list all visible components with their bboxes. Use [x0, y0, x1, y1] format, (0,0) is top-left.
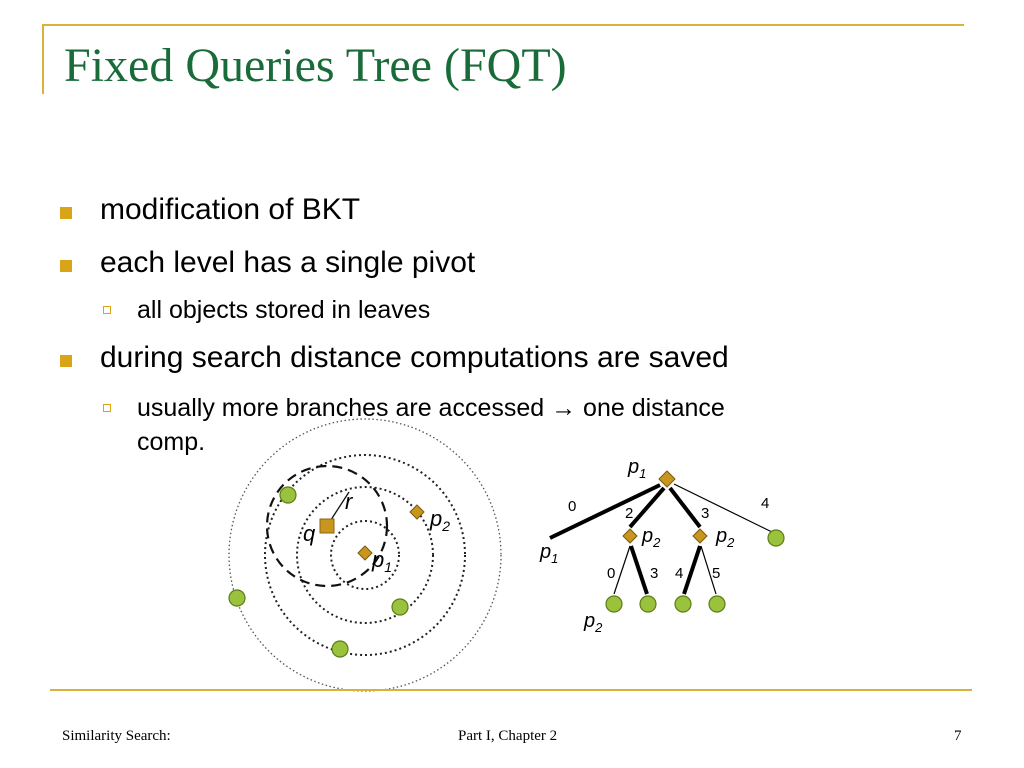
edge-label-4: 4 [675, 565, 684, 582]
label-q: q [303, 521, 316, 546]
frame-bottom-line [50, 689, 972, 691]
tree-edge [684, 546, 700, 594]
tree-leaf-object [640, 596, 656, 612]
object-point [392, 599, 408, 615]
bullet-3-text: during search distance computations are saved [100, 341, 729, 374]
fqt-tree [539, 456, 784, 635]
pivot-p1-icon [358, 546, 372, 560]
tree-leaf-object [606, 596, 622, 612]
tree-edge [670, 488, 700, 527]
leaf-label-p2: $p_2$ [584, 610, 603, 635]
edge-label-3: 3 [701, 505, 710, 522]
object-point [229, 590, 245, 606]
tree-edge [631, 546, 647, 594]
tree-leaf-object [709, 596, 725, 612]
edge-label-0: 0 [607, 565, 616, 582]
sub-bullet-2-text-cont: comp. [137, 428, 206, 456]
tree-pivot-icon [693, 529, 707, 543]
tree-root-pivot-icon [659, 471, 675, 487]
label-r: r [345, 489, 353, 514]
tree-leaf-object [675, 596, 691, 612]
sub-bullet-2-text: usually more branches are accessed → one distance [137, 394, 725, 422]
tree-root-label: $p_1$ [628, 456, 647, 481]
footer-left: Similarity Search: [62, 728, 171, 744]
edge-label-2: 2 [625, 505, 634, 522]
label-p2: $p_2$ [430, 506, 451, 534]
label-p1: $p_1$ [372, 547, 393, 575]
tree-edge [630, 488, 664, 527]
node-label-p2-right: $p_2$ [716, 525, 735, 550]
object-point [280, 487, 296, 503]
slide-title: Fixed Queries Tree (FQT) [64, 39, 567, 92]
sub-bullet-1-text: all objects stored in leaves [137, 296, 431, 324]
page-number: 7 [954, 728, 962, 744]
footer-center: Part I, Chapter 2 [458, 728, 558, 744]
edge-label-4: 4 [761, 495, 770, 512]
node-label-p2-left: $p_2$ [642, 525, 661, 550]
query-object-icon [320, 519, 334, 533]
tree-edge [614, 546, 630, 594]
object-point [332, 641, 348, 657]
bullet-2-text: each level has a single pivot [100, 246, 476, 279]
edge-label-0: 0 [568, 498, 577, 515]
edge-label-5: 5 [712, 565, 721, 582]
metric-space-diagram [229, 419, 501, 691]
tree-pivot-icon [623, 529, 637, 543]
edge-label-3: 3 [650, 565, 659, 582]
bullet-1-text: modification of BKT [100, 193, 361, 226]
tree-leaf-object [768, 530, 784, 546]
node-label-p1: $p_1$ [540, 541, 559, 566]
